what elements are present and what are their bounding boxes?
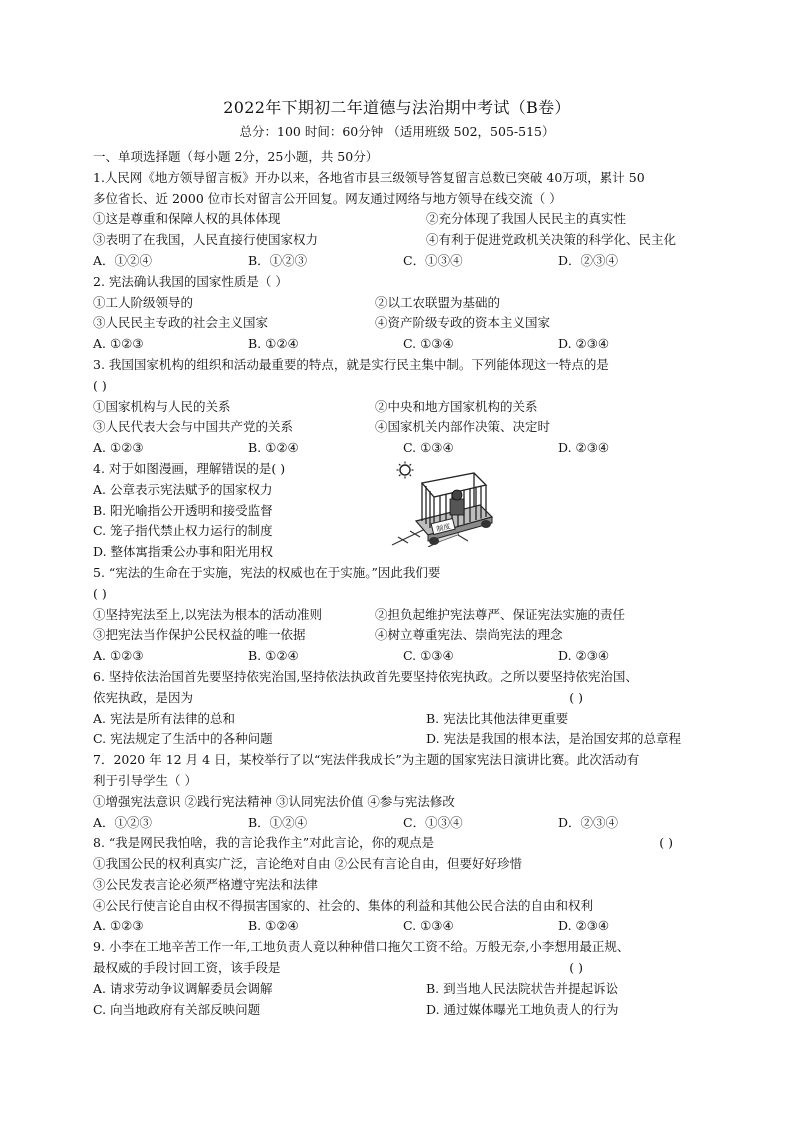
q1-stem-line-2: 多位省长、近 2000 位市长对留言公开回复。网友通过网络与地方领导在线交流（ ）	[93, 190, 562, 206]
q7-options	[93, 813, 713, 834]
q9-answer-paren: ( )	[569, 960, 583, 976]
q9-options-row-1	[93, 979, 713, 1000]
q1-option-a: A．①②④	[93, 252, 153, 268]
q6-option-c: C. 宪法规定了生活中的各种问题	[93, 731, 273, 747]
q9-stem-line-1: 9. 小李在工地辛苦工作一年,工地负责人竟以种种借口拖欠工资不给。万般无奈,小李想用最正规、	[93, 939, 630, 955]
q4-option-a: A. 公章表示宪法赋予的国家权力	[93, 481, 273, 497]
q2-option-a: A. ①②③	[93, 336, 144, 352]
q6-answer-paren: ( )	[569, 689, 583, 705]
q5-statements-row-2	[93, 625, 713, 646]
q1-statement-2: ②充分体现了我国人民民主的真实性	[426, 211, 627, 227]
q5-option-d: D. ②③④	[558, 648, 610, 664]
q2-option-d: D. ②③④	[558, 336, 610, 352]
q7-option-b: B．①②④	[248, 814, 308, 830]
q3-stem-line-1: 3. 我国国家机构的组织和活动最重要的特点，就是实行民主集中制。下列能体现这一特点的是	[93, 356, 609, 372]
q1-option-d: D．②③④	[558, 252, 619, 268]
q1-option-b: B．①②③	[248, 252, 308, 268]
q7-statements: ①增强宪法意识 ②践行宪法精神 ③认同宪法价值 ④参与宪法修改	[93, 793, 455, 809]
q3-stem-line-2: ( )	[93, 377, 107, 393]
q9-option-d: D. 通过媒体曝光工地负责人的行为	[426, 1001, 619, 1017]
q5-option-b: B. ①②④	[248, 648, 299, 664]
q8-answer-paren: ( )	[659, 835, 673, 851]
q3-statement-4: ④国家机关内部作决策、决定时	[375, 419, 551, 435]
q5-statement-3: ③把宪法当作保护公民权益的唯一依据	[93, 627, 306, 643]
q3-statement-3: ③人民代表大会与中国共产党的关系	[93, 419, 294, 435]
q4-stem: 4. 对于如图漫画，理解错误的是( )	[93, 460, 286, 476]
q7-option-a: A．①②③	[93, 814, 153, 830]
q5-statements-row-1	[93, 605, 713, 626]
q3-statements-row-1	[93, 397, 713, 418]
q2-option-c: C. ①③④	[403, 336, 454, 352]
q9-options-row-2	[93, 1000, 713, 1021]
q4-block	[93, 459, 713, 563]
q9-stem-line-2	[93, 958, 713, 979]
q4-option-c: C. 笼子指代禁止权力运行的制度	[93, 523, 273, 539]
q5-option-c: C. ①③④	[403, 648, 454, 664]
q5-statement-2: ②担负起维护宪法尊严、保证宪法实施的责任	[375, 606, 626, 622]
q2-statements-row-2	[93, 313, 713, 334]
official-stamp-figure	[450, 490, 464, 515]
q7-stem-line-1: 7．2020 年 12 月 4 日，某校举行了以“宪法伴我成长”为主题的国家宪法日演讲比赛。此次活动有	[93, 752, 640, 768]
q4-option-d: D. 整体寓指秉公办事和阳光用权	[93, 544, 274, 560]
q1-statements-row-1	[93, 209, 713, 230]
exam-title: 2022年下期初二年道德与法治期中考试（B卷）	[223, 98, 571, 117]
q8-option-b: B. ①②④	[248, 918, 299, 934]
q6-option-b: B. 宪法比其他法律更重要	[426, 710, 569, 726]
q5-stem-line-1: 5. “宪法的生命在于实施，宪法的权威也在于实施。”因此我们要	[93, 564, 441, 580]
q6-option-d: D. 宪法是我国的根本法，是治国安邦的总章程	[426, 731, 682, 747]
q6-option-a: A. 宪法是所有法律的总和	[93, 710, 235, 726]
q2-statement-1: ①工人阶级领导的	[93, 294, 194, 310]
q2-statements-row-1	[93, 293, 713, 314]
q6-stem-text: 依宪执政，是因为	[93, 689, 194, 705]
q1-options	[93, 251, 713, 272]
q8-statements-1-2: ①我国公民的权利真实广泛，言论绝对自由 ②公民有言论自由，但要好好珍惜	[93, 856, 522, 872]
q2-stem: 2. 宪法确认我国的国家性质是（ ）	[93, 273, 288, 289]
q5-statement-1: ①坚持宪法至上,以宪法为根本的活动准则	[93, 606, 322, 622]
q7-option-c: C．①③④	[403, 814, 463, 830]
q7-option-d: D．②③④	[558, 814, 619, 830]
q6-options-row-2	[93, 729, 713, 750]
q2-statement-2: ②以工农联盟为基础的	[375, 294, 501, 310]
q8-stem-line	[93, 833, 713, 854]
exam-subtitle: 总分：100 时间：60分钟 （适用班级 502，505-515）	[239, 124, 555, 139]
q6-stem-line-2	[93, 688, 713, 709]
q9-option-b: B. 到当地人民法院状告并提起诉讼	[426, 980, 619, 996]
exam-content	[93, 147, 713, 1020]
q6-options-row-1	[93, 709, 713, 730]
cage-cartoon-image	[388, 461, 504, 547]
q3-option-b: B. ①②④	[248, 440, 299, 456]
q5-stem-line-2: ( )	[93, 585, 107, 601]
q1-stem-line-1: 1.人民网《地方领导留言板》开办以来，各地省市县三级领导答复留言总数已突破 40万项，累计 50	[93, 169, 645, 185]
q3-options	[93, 438, 713, 459]
q9-stem-text: 最权威的手段讨回工资，该手段是	[93, 960, 281, 976]
q8-option-c: C. ①③④	[403, 918, 454, 934]
q1-statements-row-2	[93, 230, 713, 251]
q8-options	[93, 916, 713, 937]
q3-statement-2: ②中央和地方国家机构的关系	[375, 398, 538, 414]
q3-option-d: D. ②③④	[558, 440, 610, 456]
q1-statement-1: ①这是尊重和保障人权的具体体现	[93, 211, 281, 227]
q8-statement-3: ③公民发表言论必须严格遵守宪法和法律	[93, 876, 319, 892]
q3-statements-row-2	[93, 417, 713, 438]
q5-option-a: A. ①②③	[93, 648, 144, 664]
cage-label: 制度	[435, 522, 452, 534]
q2-options	[93, 334, 713, 355]
section-heading: 一、单项选择题（每小题 2分，25小题，共 50分）	[93, 149, 379, 164]
q3-option-c: C. ①③④	[403, 440, 454, 456]
sun-icon	[397, 461, 414, 478]
q3-statement-1: ①国家机构与人民的关系	[93, 398, 231, 414]
q8-statement-4: ④公民行使言论自由权不得损害国家的、社会的、集体的利益和其他公民合法的自由和权利	[93, 897, 594, 913]
q5-statement-4: ④树立尊重宪法、崇尚宪法的理念	[375, 627, 563, 643]
q3-option-a: A. ①②③	[93, 440, 144, 456]
q5-options	[93, 646, 713, 667]
q9-option-a: A. 请求劳动争议调解委员会调解	[93, 980, 273, 996]
q1-statement-3: ③表明了在我国，人民直接行使国家权力	[93, 232, 319, 248]
q6-stem-line-1: 6. 坚持依法治国首先要坚持依宪治国,坚持依法执政首先要坚持依宪执政。之所以要坚持依宪治国、	[93, 668, 638, 684]
q8-stem-text: 8. “我是网民我怕啥，我的言论我作主”对此言论，你的观点是	[93, 835, 435, 851]
q2-statement-4: ④资产阶级专政的资本主义国家	[375, 315, 551, 331]
q4-option-b: B. 阳光喻指公开透明和接受监督	[93, 502, 273, 518]
q9-option-c: C. 向当地政府有关部反映问题	[93, 1001, 261, 1017]
q8-option-a: A. ①②③	[93, 918, 144, 934]
q2-statement-3: ③人民民主专政的社会主义国家	[93, 315, 269, 331]
q8-option-d: D. ②③④	[558, 918, 610, 934]
q7-stem-line-2: 利于引导学生（ ）	[93, 772, 197, 788]
q1-statement-4: ④有利于促进党政机关决策的科学化、民主化	[426, 232, 677, 248]
q2-option-b: B. ①②④	[248, 336, 299, 352]
q1-option-c: C．①③④	[403, 252, 463, 268]
